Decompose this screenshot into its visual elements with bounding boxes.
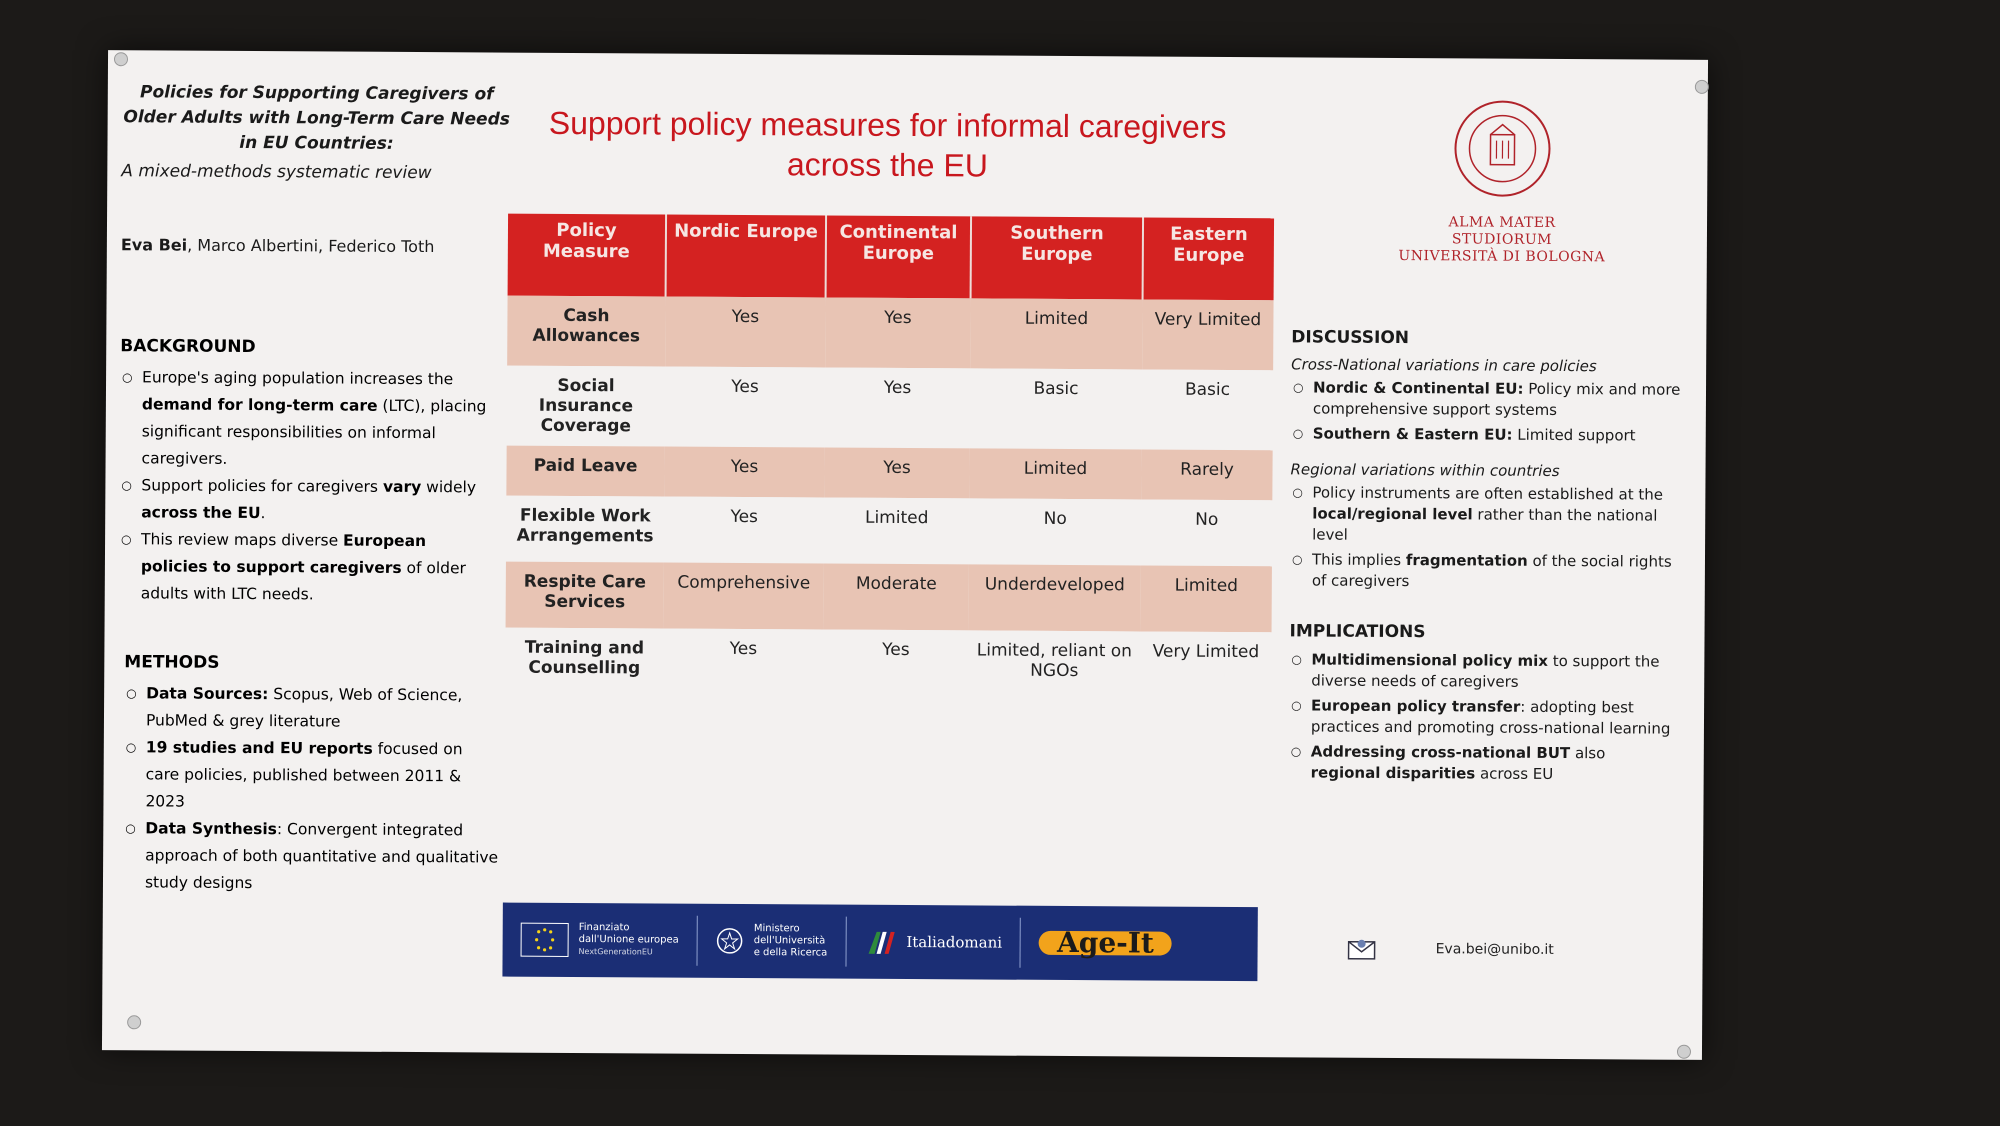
funder-italiadomani-label: Italiadomani <box>906 933 1003 952</box>
list-item-emphasis: local/regional level <box>1312 504 1473 524</box>
table-header-cell: Continental Europe <box>826 216 971 299</box>
list-item-text: Support policies for caregivers <box>141 476 384 496</box>
background-list <box>119 364 490 609</box>
list-item-emphasis: demand for long-term care <box>141 395 378 415</box>
list-item-text: Policy instruments are often established at the <box>1312 483 1664 504</box>
funder-italiadomani <box>846 917 1021 968</box>
table-row <box>507 366 1273 451</box>
table-row <box>507 296 1273 371</box>
list-item-emphasis: Data Sources: <box>146 684 269 704</box>
discussion-list-2 <box>1290 482 1681 593</box>
paper-header <box>121 80 512 256</box>
methods-heading: METHODS <box>124 652 220 673</box>
funder-eu <box>502 915 697 966</box>
table-cell: Moderate <box>824 564 969 631</box>
table-cell: Yes <box>823 630 968 701</box>
list-item-text: Policy mix and more comprehensive support systems <box>1312 379 1681 419</box>
table-cell: Underdeveloped <box>969 564 1141 631</box>
funder-ageit <box>1021 918 1190 969</box>
ageit-logo: Age-It <box>1039 931 1172 956</box>
table-cell: Yes <box>664 497 824 564</box>
background-heading: BACKGROUND <box>120 336 256 358</box>
lead-author: Eva Bei <box>120 235 188 255</box>
list-item-text: also <box>1570 744 1606 763</box>
table-cell: Limited <box>1141 565 1272 632</box>
university-name-line2: UNIVERSITÀ DI BOLOGNA <box>1398 248 1606 266</box>
funder-eu-line2: dall'Unione europea <box>578 934 679 946</box>
table-cell: Comprehensive <box>664 563 824 630</box>
list-item-text: focused on care policies, published between 2011 & 2023 <box>145 739 463 811</box>
list-item <box>1290 549 1680 593</box>
table-header-row <box>508 214 1274 301</box>
discussion-implications <box>1289 327 1682 789</box>
list-item-text: Scopus, Web of Science, PubMed & grey literature <box>145 685 463 731</box>
list-item <box>1289 649 1679 693</box>
university-name-line1: ALMA MATER STUDIORUM <box>1448 214 1556 248</box>
table-cell: Limited <box>969 448 1141 499</box>
discussion-subheading-2: Regional variations within countries <box>1290 460 1560 480</box>
table-cell: Yes <box>825 368 970 449</box>
table-cell: Yes <box>824 448 969 499</box>
list-item-text: (LTC), placing significant responsibilities on informal caregivers. <box>141 396 487 468</box>
list-item <box>119 472 489 528</box>
list-item-text: of older adults with LTC needs. <box>140 558 467 604</box>
funder-ministry <box>698 916 847 967</box>
list-item-text: . <box>260 504 266 523</box>
table-cell: No <box>969 498 1141 565</box>
list-item <box>1290 482 1680 547</box>
methods-section <box>123 652 499 898</box>
table-row <box>505 628 1271 703</box>
table-row-header: Social Insurance Coverage <box>507 366 665 447</box>
policy-table <box>505 214 1274 703</box>
list-item <box>124 680 499 736</box>
eu-flag-icon <box>521 923 569 957</box>
list-item <box>1291 377 1681 421</box>
funder-ministry-line1: Ministero <box>753 923 800 935</box>
funder-eu-line1: Finanziato <box>578 922 630 934</box>
list-item <box>1289 741 1679 785</box>
table-row-header: Paid Leave <box>506 446 664 497</box>
table-header-cell: Policy Measure <box>508 214 666 297</box>
table-header-cell: Southern Europe <box>971 216 1143 299</box>
list-item-text: across EU <box>1475 764 1554 783</box>
paper-subtitle: A mixed-methods systematic review <box>121 161 432 184</box>
discussion-subheading-1: Cross-National variations in care policies <box>1291 355 1597 376</box>
table-cell: Very Limited <box>1142 299 1273 370</box>
funder-ministry-line2: dell'Università <box>753 935 826 947</box>
list-item-text: of the social rights of caregivers <box>1311 551 1672 591</box>
italiadomani-logo-icon <box>864 926 900 958</box>
poster <box>102 50 1708 1060</box>
pin-icon <box>1695 80 1709 94</box>
table-row-header: Training and Counselling <box>505 628 663 699</box>
list-item-emphasis: fragmentation <box>1405 551 1528 570</box>
table-row-header: Cash Allowances <box>507 296 665 367</box>
implications-heading: IMPLICATIONS <box>1289 621 1426 643</box>
list-item-emphasis: European policies to support caregivers <box>140 531 427 577</box>
pin-icon <box>114 52 128 66</box>
implications-list <box>1289 649 1680 785</box>
list-item-text: This review maps diverse <box>141 530 344 550</box>
discussion-heading: DISCUSSION <box>1291 327 1410 349</box>
table-header-cell: Eastern Europe <box>1143 217 1274 300</box>
table-cell: Basic <box>970 368 1142 449</box>
list-item <box>1289 695 1679 739</box>
co-authors: , Marco Albertini, Federico Toth <box>187 235 435 257</box>
contact <box>1348 938 1554 961</box>
discussion-list-1 <box>1291 377 1681 446</box>
pin-icon <box>1677 1045 1691 1059</box>
table-cell: Yes <box>663 629 823 700</box>
university-seal-icon <box>1452 98 1553 199</box>
table-header-cell: Nordic Europe <box>666 215 826 298</box>
list-item-text: : Convergent integrated approach of both quantitative and qualitative study designs <box>144 820 499 893</box>
university-logo <box>1397 98 1608 266</box>
table-row <box>506 562 1272 633</box>
list-item <box>123 734 498 817</box>
table-row-header: Respite Care Services <box>506 562 664 629</box>
list-item <box>123 815 498 898</box>
list-item-emphasis: regional disparities <box>1310 763 1476 783</box>
list-item-emphasis: vary <box>382 477 422 497</box>
table-cell: Rarely <box>1141 449 1272 500</box>
methods-list <box>123 680 499 898</box>
main-title: Support policy measures for informal caregivers across the EU <box>548 104 1227 184</box>
table-body <box>505 296 1273 703</box>
contact-email[interactable]: Eva.bei@unibo.it <box>1435 941 1554 958</box>
background-section <box>119 336 491 609</box>
list-item <box>119 364 490 474</box>
list-item <box>119 526 489 609</box>
list-item-text: to support the diverse needs of caregivers <box>1311 651 1660 691</box>
table-cell: Limited <box>824 498 969 565</box>
list-item-text: Limited support <box>1512 425 1636 445</box>
table-cell: No <box>1141 499 1272 566</box>
table-cell: Yes <box>825 298 970 369</box>
ministry-emblem-icon <box>716 927 744 955</box>
table-cell: Yes <box>665 297 825 368</box>
list-item-emphasis: European policy transfer <box>1311 696 1521 716</box>
list-item-emphasis: Data Synthesis <box>145 819 277 839</box>
table-cell: Very Limited <box>1140 631 1271 702</box>
table-row-header: Flexible Work Arrangements <box>506 496 664 563</box>
funders-banner <box>502 903 1257 982</box>
list-item-emphasis: across the EU <box>141 503 261 523</box>
table-row <box>506 496 1272 567</box>
table-cell: Limited, reliant on NGOs <box>968 630 1140 701</box>
list-item <box>1291 423 1681 446</box>
list-item-text: This implies <box>1311 550 1406 570</box>
funder-eu-line3: NextGenerationEU <box>578 947 653 957</box>
table-cell: Yes <box>664 447 824 498</box>
list-item-emphasis: 19 studies and EU reports <box>145 738 373 758</box>
list-item-text: widely <box>421 478 477 497</box>
table-cell: Basic <box>1142 369 1273 450</box>
pin-icon <box>127 1015 141 1029</box>
list-item-text: Europe's aging population increases the <box>142 368 454 389</box>
list-item-text: : adopting best practices and promoting cross-national learning <box>1310 697 1671 738</box>
list-item-emphasis: Nordic & Continental EU: <box>1312 378 1524 398</box>
funder-ministry-line3: e della Ricerca <box>753 947 828 959</box>
table-cell: Yes <box>665 367 825 448</box>
list-item-emphasis: Multidimensional policy mix <box>1311 650 1549 670</box>
paper-title: Policies for Supporting Caregivers of Older Adults with Long-Term Care Needs in EU Countries: <box>123 82 510 154</box>
table-cell: Limited <box>970 298 1142 369</box>
authors <box>121 235 511 256</box>
mail-icon <box>1348 938 1376 960</box>
list-item-emphasis: Southern & Eastern EU: <box>1312 424 1513 444</box>
table-row <box>506 446 1272 501</box>
list-item-emphasis: Addressing cross-national BUT <box>1310 742 1571 763</box>
list-item-text: rather than the national level <box>1312 505 1658 544</box>
